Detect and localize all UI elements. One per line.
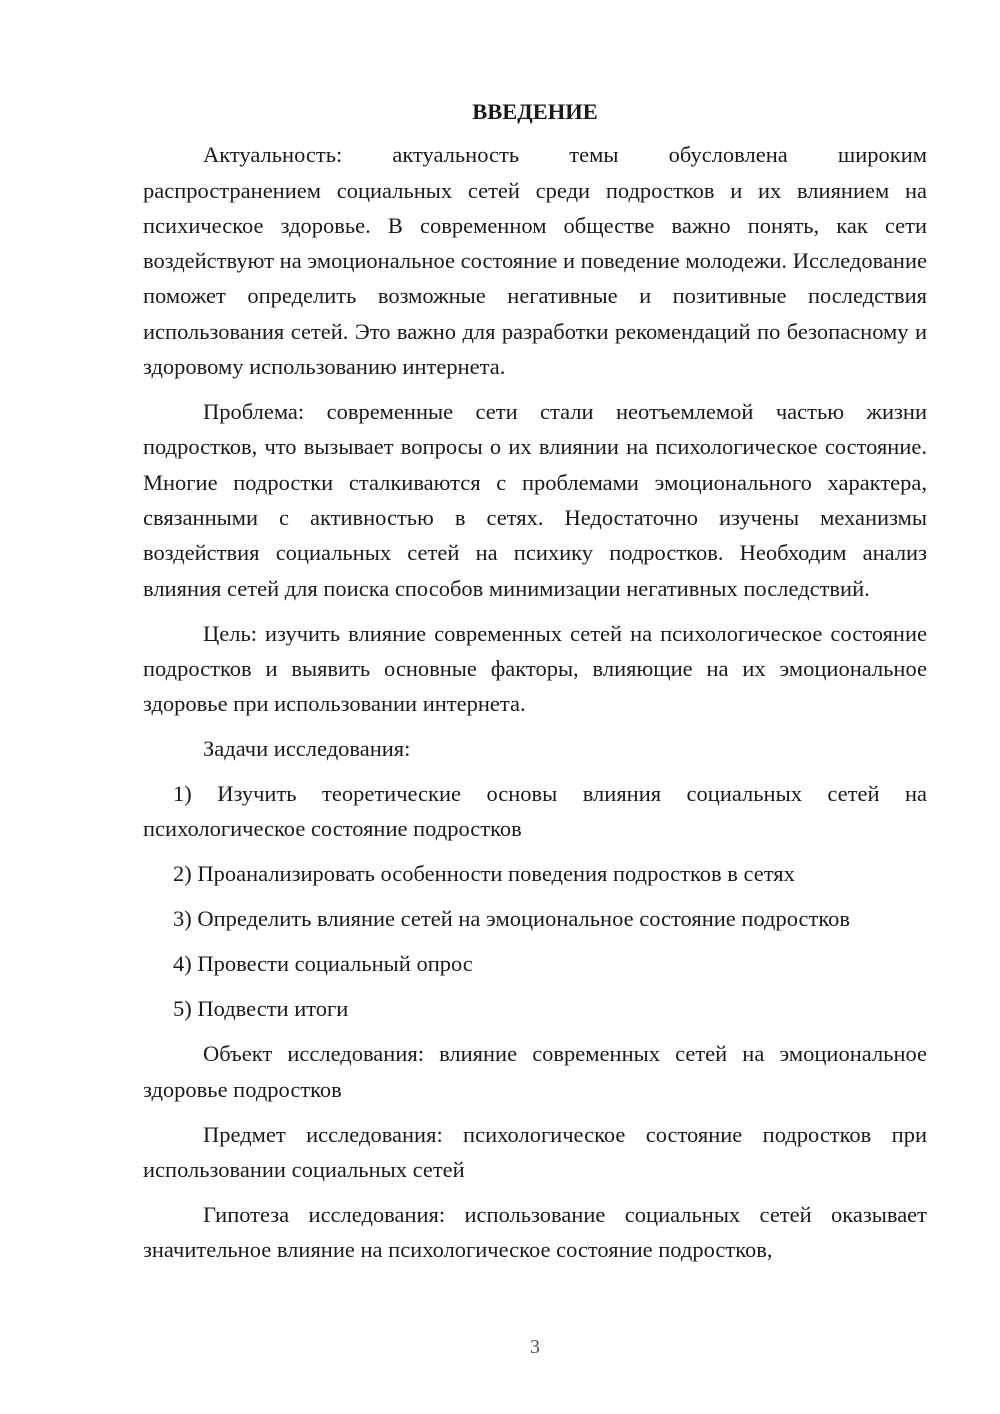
paragraph-object: Объект исследования: влияние современных сетей на эмоциональное здоровье подростков <box>143 1041 927 1102</box>
task-item-4: 4) Провести социальный опрос <box>173 951 473 977</box>
paragraph-relevance: Актуальность: актуальность темы обусловлена широким распространением социальных сетей среди подростков и их влиянием на психическое здоровье. В современном обществе важно понять, как сети воздействуют на эмоциональное состояние и поведение молодежи. Исследование поможет определить возможные негативные и позитивные последствия использования сетей. Это важно для разработки рекомендаций по безопасному и здоровому использованию интернета. <box>143 142 927 380</box>
page-number: 3 <box>530 1336 540 1358</box>
section-heading: ВВЕДЕНИЕ <box>472 99 598 124</box>
paragraph-goal: Цель: изучить влияние современных сетей на психологическое состояние подростков и выявить основные факторы, влияющие на их эмоциональное здоровье при использовании интернета. <box>143 620 927 717</box>
task-item-1: 1) Изучить теоретические основы влияния социальных сетей на психологическое состояние подростков <box>143 781 927 842</box>
paragraph-problem: Проблема: современные сети стали неотъемлемой частью жизни подростков, что вызывает вопросы о их влиянии на психологическое состояние. Многие подростки сталкиваются с проблемами эмоционального характера, связанными с активностью в сетях. Недостаточно изучены механизмы воздействия социальных сетей на психику подростков. Необходим анализ влияния сетей для поиска способов минимизации негативных последствий. <box>143 399 927 601</box>
page-content <box>143 94 927 1277</box>
task-item-2: 2) Проанализировать особенности поведения подростков в сетях <box>173 861 795 887</box>
paragraph-hypothesis: Гипотеза исследования: использование социальных сетей оказывает значительное влияние на психологическое состояние подростков, <box>143 1201 927 1263</box>
paragraph-subject: Предмет исследования: психологическое состояние подростков при использовании социальных сетей <box>143 1121 927 1182</box>
task-item-3: 3) Определить влияние сетей на эмоциональное состояние подростков <box>173 906 851 932</box>
paragraph-tasks-heading: Задачи исследования: <box>203 736 411 762</box>
task-item-5: 5) Подвести итоги <box>173 996 349 1022</box>
